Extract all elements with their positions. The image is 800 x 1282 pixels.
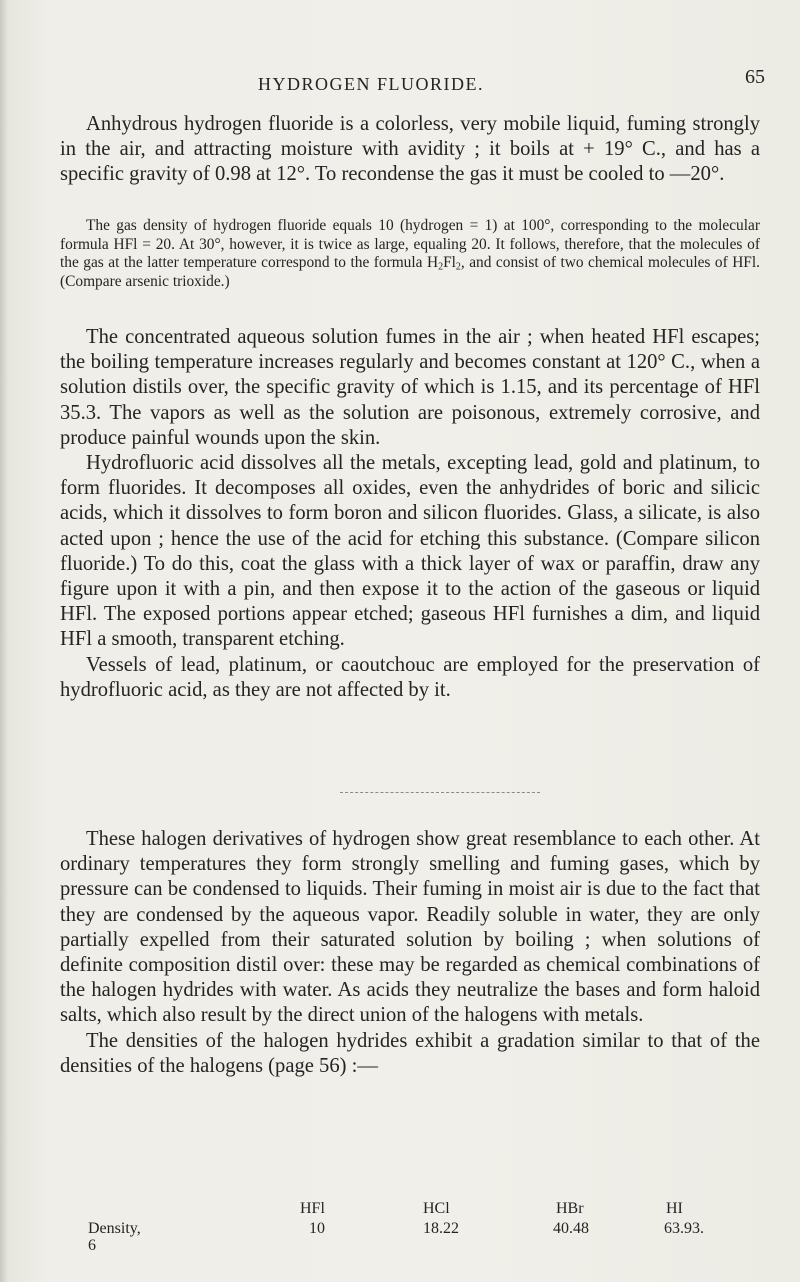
table-header: HFl: [300, 1200, 325, 1217]
paragraph-gas-density: [60, 217, 760, 291]
text-run: , and consist of two chemical molecules of HFl. (Compare arsenic trioxide.): [60, 254, 760, 290]
table-header-row: [60, 1200, 760, 1220]
subscript: 2: [455, 261, 461, 273]
table-cell: 10: [309, 1220, 325, 1237]
table-cell: 40.48: [553, 1220, 589, 1237]
text-run: Fl: [443, 254, 456, 271]
table-header: HI: [666, 1200, 683, 1217]
page-header: [60, 66, 765, 106]
table-header: HCl: [423, 1200, 450, 1217]
density-table: [60, 1200, 760, 1240]
text-run: The gas density of hydrogen fluoride equals 10 (hydrogen = 1) at 100°, corresponding to the molecular formula HFl = 20. At 30°, however, it is twice as large, equaling 20. It follows, therefore, that the molecules of the gas at the latter temperature correspond to the formula H: [60, 217, 760, 271]
paragraph-text: The densities of the halogen hydrides exhibit a gradation similar to that of the densities of the halogens (page 56) :—: [60, 1029, 760, 1077]
table-header: HBr: [556, 1200, 584, 1217]
paragraph-text: Anhydrous hydrogen fluoride is a colorless, very mobile liquid, fuming strongly in the air, and attracting moisture with avidity ; it boils at + 19° C., and has a specific gravity of 0.98 at 12°. To recondense the gas it must be cooled to —20°.: [60, 113, 760, 186]
running-title: HYDROGEN FLUORIDE.: [258, 74, 484, 94]
paragraph-text: Vessels of lead, platinum, or caoutchouc are employed for the preservation of hydrofluoric acid, as they are not affected by it.: [60, 653, 760, 701]
paragraph-halogen-derivatives: [60, 827, 760, 1079]
table-row-label: Density,: [88, 1220, 141, 1237]
printer-signature-mark: 6: [88, 1237, 96, 1254]
table-row: [60, 1220, 760, 1240]
page-number: 65: [745, 66, 765, 88]
paragraph-anhydrous: [60, 112, 760, 188]
table-cell: 18.22: [423, 1220, 459, 1237]
section-divider: [340, 792, 540, 794]
paragraph-aqueous-solution: [60, 325, 760, 703]
page-edge-shadow: [0, 0, 8, 1282]
paragraph-text: The concentrated aqueous solution fumes in the air ; when heated HFl escapes; the boiling temperature increases regularly and becomes constant at 120° C., when a solution distils over, the specific gravity of which is 1.15, and its percentage of HFl 35.3. The vapors as well as the solution are poisonous, extremely corrosive, and produce painful wounds upon the skin.: [60, 326, 760, 449]
paragraph-text: These halogen derivatives of hydrogen show great resemblance to each other. At ordinary temperatures they form strongly smelling and fuming gases, which by pressure can be condensed to liquids. Their fuming in moist air is due to the fact that they are condensed by the aqueous vapor. Readily soluble in water, they are only partially expelled from their saturated solution by boiling ; when solutions of definite composition distil over: these may be regarded as chemical combinations of the halogen hydrides with water. As acids they neutralize the bases and form haloid salts, which also result by the direct union of the halogens with metals.: [60, 828, 760, 1027]
paragraph-text: [60, 217, 760, 291]
table-cell: 63.93.: [664, 1220, 704, 1237]
subscript: 2: [438, 261, 444, 273]
paragraph-text: Hydrofluoric acid dissolves all the metals, excepting lead, gold and platinum, to form fluorides. It decomposes all oxides, even the anhydrides of boric and silicic acids, which it dissolves to form boron and silicon fluorides. Glass, a silicate, is also acted upon ; hence the use of the acid for etching this substance. (Compare silicon fluoride.) To do this, coat the glass with a thick layer of wax or paraffin, draw any figure upon it with a pin, and then expose it to the action of the gaseous or liquid HFl. The exposed portions appear etched; gaseous HFl furnishes a dim, and liquid HFl a smooth, transparent etching.: [60, 452, 760, 651]
